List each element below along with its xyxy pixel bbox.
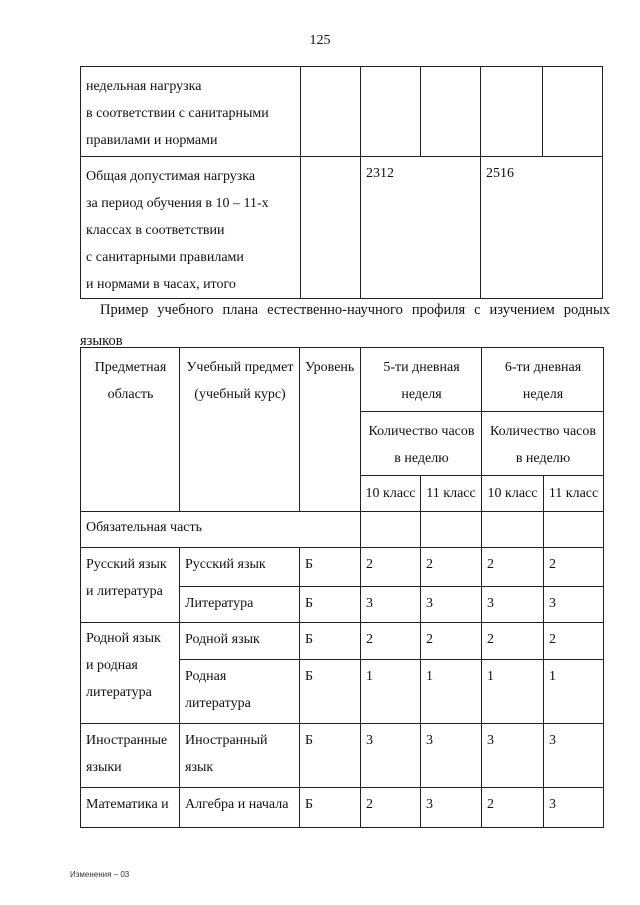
table-row [81,157,603,299]
mandatory-part-label: Обязательная часть [81,512,361,548]
header-line: Предметная [94,360,167,375]
cell-line: с санитарными правилами [86,250,244,265]
caption-line: языков [80,333,123,349]
cell-line: правилами и нормами [86,133,218,148]
cell-line: и нормами в часах, итого [86,277,236,292]
table-row [81,724,604,788]
table-row [81,623,604,660]
cell-line: классах в соответствии [86,223,225,238]
level-cell: Б [300,623,361,660]
cell-line: Общая допустимая нагрузка [86,169,256,184]
load-table [80,66,603,299]
subject-area-cell [81,724,180,788]
header-grade-10: 10 класс [361,476,421,512]
header-level: Уровень [300,348,361,512]
curriculum-table [80,347,604,828]
hours-cell: 2 [361,548,421,587]
hours-cell: 3 [421,587,482,623]
area-line: Иностранные [86,733,168,748]
header-line: (учебный курс) [194,387,286,402]
subject-cell [180,724,300,788]
level-cell: Б [300,587,361,623]
header-line: неделя [401,387,442,402]
table-cell [481,67,543,157]
header-line: в неделю [394,451,449,466]
hours-cell: 3 [421,724,482,788]
hours-cell: 2 [482,788,544,828]
table-cell [361,67,421,157]
hours-cell: 2 [482,548,544,587]
table-cell [301,157,361,299]
hours-cell: 3 [361,724,421,788]
subject-cell [180,660,300,724]
header-line: неделя [522,387,564,402]
level-cell: Б [300,788,361,828]
total-6day: 2516 [486,166,514,181]
header-line: Количество часов [490,424,596,439]
level-cell: Б [300,724,361,788]
subject-area-cell [81,548,180,623]
header-line: Учебный предмет [186,360,294,375]
area-line: Русский язык [86,557,167,572]
table-cell [301,67,361,157]
header-5day-week [361,348,482,412]
hours-cell: 2 [361,788,421,828]
hours-cell: 2 [421,548,482,587]
table-cell [482,512,544,548]
subject-cell: Литература [180,587,300,623]
level-cell: Б [300,548,361,587]
level-cell: Б [300,660,361,724]
header-hours-6day [482,412,604,476]
hours-cell: 1 [544,660,604,724]
subject-area-cell [81,623,180,724]
table-cell [421,67,481,157]
table-cell [81,67,301,157]
hours-cell: 2 [482,623,544,660]
cell-line: в соответствии с санитарными [86,106,269,121]
header-hours-5day [361,412,482,476]
cell-line: недельная нагрузка [86,79,202,94]
subject-cell: Русский язык [180,548,300,587]
subject-area-cell: Математика и [81,788,180,828]
header-grade-11: 11 класс [544,476,604,512]
hours-cell: 3 [544,788,604,828]
table-cell [81,157,301,299]
hours-cell: 1 [421,660,482,724]
total-5day: 2312 [366,166,394,181]
header-6day-week [482,348,604,412]
hours-cell: 3 [544,724,604,788]
cell-line: за период обучения в 10 – 11-х [86,196,269,211]
table-row [81,548,604,587]
hours-cell: 2 [544,623,604,660]
table-cell [544,512,604,548]
header-subject-area [81,348,180,512]
header-line: область [107,387,154,402]
area-line: языки [86,760,122,775]
table-row [81,512,604,548]
header-line: 6-ти дневная [504,360,582,375]
subject-cell: Родной язык [180,623,300,660]
footer-note: Изменения – 03 [70,870,130,879]
header-line: Количество часов [368,424,475,439]
area-line: Родной язык [86,631,161,646]
hours-cell: 3 [482,587,544,623]
hours-cell: 3 [421,788,482,828]
hours-cell: 3 [361,587,421,623]
hours-cell: 3 [544,587,604,623]
table-cell [543,67,603,157]
table-cell [361,512,421,548]
header-grade-10: 10 класс [482,476,544,512]
caption-line: Пример учебного плана естественно-научного профиля с изучением родных [100,302,610,318]
hours-cell: 1 [482,660,544,724]
subject-cell: Алгебра и начала [180,788,300,828]
hours-cell: 2 [361,623,421,660]
subject-line: Иностранный [185,733,268,748]
table-cell [421,512,482,548]
table-row [81,788,604,828]
hours-cell: 2 [421,623,482,660]
table-cell [481,157,603,299]
subject-line: литература [185,696,251,711]
area-line: и родная [86,658,138,673]
table-row [81,348,604,412]
hours-cell: 3 [482,724,544,788]
hours-cell: 1 [361,660,421,724]
header-subject [180,348,300,512]
table-row [81,67,603,157]
header-grade-11: 11 класс [421,476,482,512]
page-number: 125 [309,33,331,48]
subject-line: Родная [185,669,227,684]
area-line: литература [86,685,152,700]
header-line: в неделю [515,451,571,466]
subject-line: язык [185,760,214,775]
area-line: и литература [86,584,163,599]
header-line: 5-ти дневная [383,360,460,375]
hours-cell: 2 [544,548,604,587]
table-cell [361,157,481,299]
